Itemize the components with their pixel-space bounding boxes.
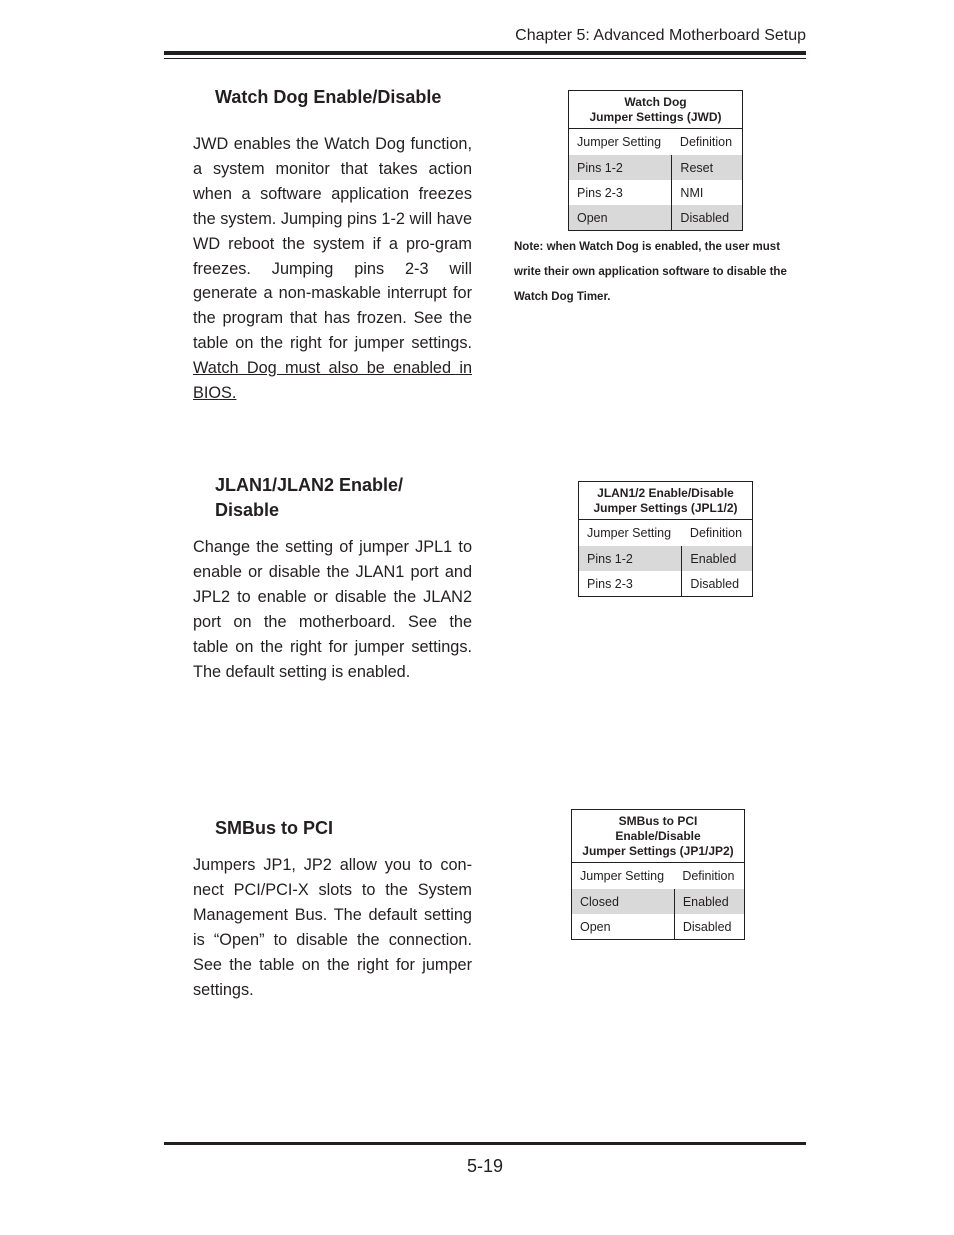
table-cell: Open: [569, 205, 672, 231]
watch-dog-body-text: JWD enables the Watch Dog function, a system monitor that takes action when a software application freezes the system. Jumping pins 1-2 will have WD reboot the system if a pro-gram freezes. Jumping pins 2-3 will generate a non-maskable interrupt for the program that has frozen. See the table on the right for jumper settings.: [193, 135, 472, 353]
watch-dog-jumper-table: [568, 90, 743, 231]
column-header-jumper-setting: Jumper Setting: [577, 135, 662, 149]
table-cell: Reset: [672, 155, 743, 180]
table-cell: NMI: [680, 185, 704, 200]
header-rule-thick: [164, 51, 806, 55]
table-title-line: SMBus to PCI: [618, 814, 698, 828]
table-title-line: Jumper Settings (JWD): [589, 110, 722, 124]
table-row: [569, 155, 743, 180]
column-header-definition: Definition: [682, 869, 735, 883]
column-header-definition: Definition: [679, 135, 733, 149]
smbus-jumper-table: [571, 809, 745, 940]
table-cell: Open: [572, 914, 675, 940]
column-header-definition: Definition: [689, 526, 743, 540]
heading-line: JLAN1/JLAN2 Enable/: [215, 475, 404, 495]
table-title-line: JLAN1/2 Enable/Disable: [597, 486, 734, 500]
watch-dog-note: [514, 235, 810, 310]
table-cell: Pins 1-2: [569, 155, 672, 180]
section-heading-watch-dog: Watch Dog Enable/Disable: [215, 87, 442, 107]
section-heading-jlan: [215, 473, 403, 523]
table-cell: Disabled: [682, 919, 732, 934]
table-cell: Enabled: [682, 546, 753, 571]
table-row: [579, 571, 753, 597]
table-title-line: Jumper Settings (JPL1/2): [593, 501, 738, 515]
table-title: [572, 810, 745, 863]
table-cell: Closed: [572, 889, 675, 914]
table-title: [579, 482, 753, 520]
section-heading-smbus: SMBus to PCI: [215, 818, 334, 838]
table-cell: Pins 2-3: [569, 180, 672, 205]
table-column-header-row: [569, 129, 743, 156]
column-header-jumper-setting: Jumper Setting: [580, 869, 665, 883]
table-title: [569, 91, 743, 129]
note-line: Note: when Watch Dog is enabled, the user must: [514, 241, 781, 253]
heading-line: Disable: [215, 500, 280, 520]
table-title-line: Jumper Settings (JP1/JP2): [582, 844, 734, 858]
table-cell: Disabled: [672, 205, 743, 231]
section-body-smbus: Jumpers JP1, JP2 allow you to con-nect PCI/PCI-X slots to the System Management Bus. The default setting is “Open” to disable the connection. See the table on the right for jumper settings.: [193, 856, 472, 999]
watch-dog-bios-note: Watch Dog must also be enabled in BIOS.: [193, 359, 472, 403]
note-line: Watch Dog Timer.: [514, 291, 611, 303]
table-title-line: Watch Dog: [624, 95, 687, 109]
table-row: [569, 205, 743, 231]
jlan-jumper-table: [578, 481, 753, 597]
table-column-header-row: [572, 863, 745, 890]
note-line: write their own application software to disable the: [514, 266, 787, 278]
table-cell: Disabled: [690, 576, 740, 591]
footer-rule: [164, 1142, 806, 1145]
table-title-line: Enable/Disable: [615, 829, 701, 843]
table-row: [569, 180, 743, 205]
page-number: 5-19: [466, 1156, 504, 1176]
section-body-watch-dog: [193, 132, 472, 406]
header-rule-thin: [164, 58, 806, 59]
table-row: [579, 546, 753, 571]
column-header-jumper-setting: Jumper Setting: [587, 526, 672, 540]
table-row: [572, 914, 745, 940]
table-column-header-row: [579, 520, 753, 547]
table-row: [572, 889, 745, 914]
table-cell: Pins 1-2: [579, 546, 682, 571]
table-cell: Pins 2-3: [579, 571, 682, 597]
chapter-title: Chapter 5: Advanced Motherboard Setup: [515, 27, 806, 44]
section-body-jlan: Change the setting of jumper JPL1 to enable or disable the JLAN1 port and JPL2 to enable or disable the JLAN2 port on the motherboard. See the table on the right for jumper settings. The default setting is enabled.: [193, 538, 472, 681]
table-cell: Enabled: [674, 889, 744, 914]
